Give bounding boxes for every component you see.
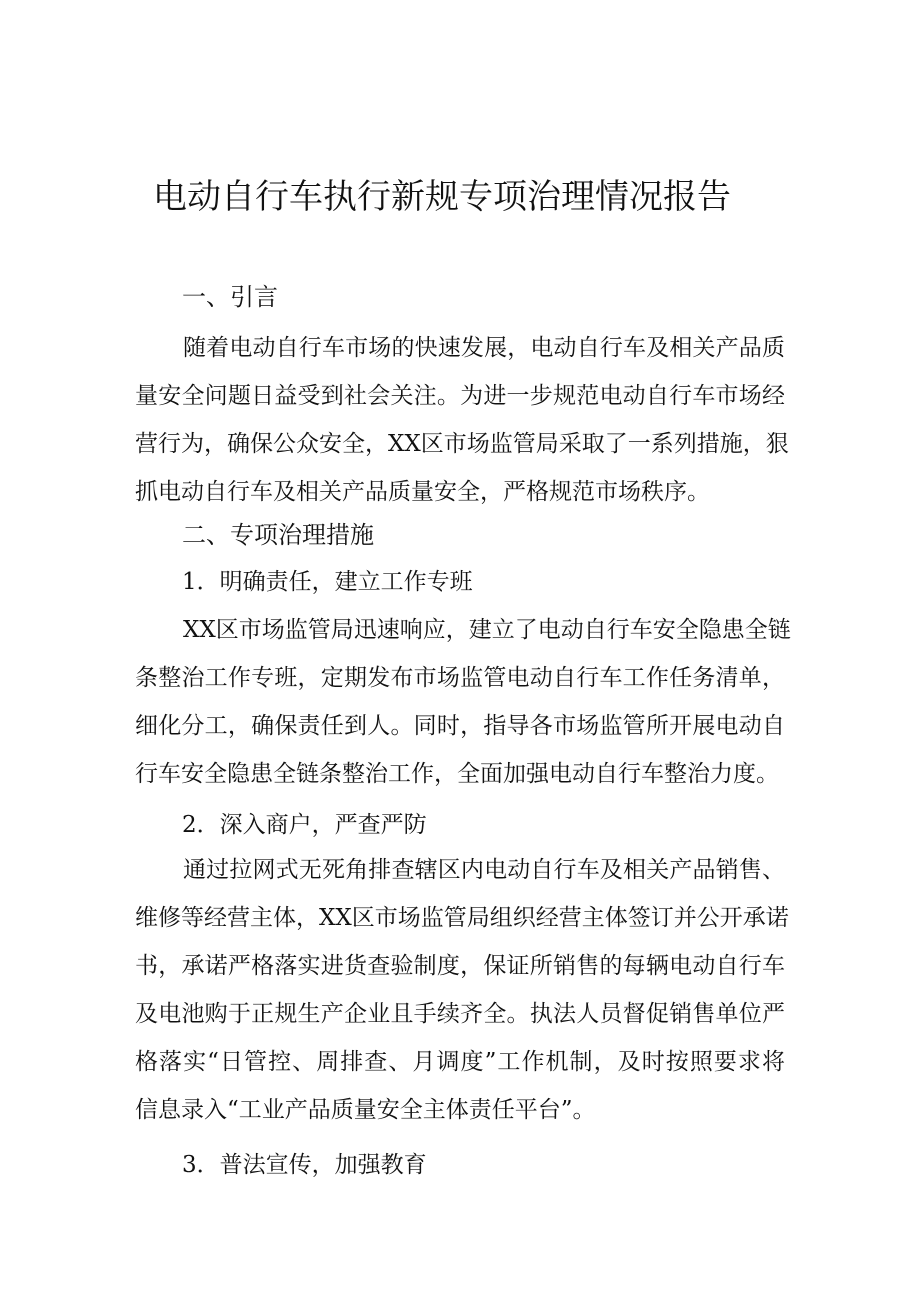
paragraph-line: 行车安全隐患全链条整治工作，全面加强电动自行车整治力度。 xyxy=(135,761,779,787)
paragraph-item-1 xyxy=(135,606,791,798)
paragraph-line: 细化分工，确保责任到人。同时，指导各市场监管所开展电动自 xyxy=(135,713,785,739)
paragraph-item-2 xyxy=(135,846,789,1134)
paragraph-line: 随着电动自行车市场的快速发展，电动自行车及相关产品质 xyxy=(183,335,785,361)
subheading-item-2: 2．深入商户，严查严防 xyxy=(182,812,427,838)
paragraph-line: 量安全问题日益受到社会关注。为进一步规范电动自行车市场经 xyxy=(135,383,785,409)
paragraph-line: 格落实“日管控、周排查、月调度”工作机制，及时按照要求将 xyxy=(135,1049,785,1075)
subheading-item-1: 1．明确责任，建立工作专班 xyxy=(182,569,473,595)
paragraph-line: 信息录入“工业产品质量安全主体责任平台”。 xyxy=(135,1097,596,1123)
document-title: 电动自行车执行新规专项治理情况报告 xyxy=(153,177,731,217)
paragraph-line: 抓电动自行车及相关产品质量安全，严格规范市场秩序。 xyxy=(135,479,710,505)
subheading-item-3: 3．普法宣传，加强教育 xyxy=(182,1152,427,1178)
paragraph-line: 及电池购于正规生产企业且手续齐全。执法人员督促销售单位严 xyxy=(135,1001,785,1027)
paragraph-line: 营行为，确保公众安全，XX区市场监管局采取了一系列措施，狠 xyxy=(135,431,789,457)
paragraph-line: 维修等经营主体，XX区市场监管局组织经营主体签订并公开承诺 xyxy=(135,905,789,931)
paragraph-line: 书，承诺严格落实进货查验制度，保证所销售的每辆电动自行车 xyxy=(135,953,785,979)
section-heading-measures: 二、专项治理措施 xyxy=(182,521,374,549)
paragraph-introduction xyxy=(135,324,789,516)
paragraph-line: XX区市场监管局迅速响应，建立了电动自行车安全隐患全链 xyxy=(183,617,791,643)
section-heading-introduction: 一、引言 xyxy=(182,283,278,311)
paragraph-line: 通过拉网式无死角排查辖区内电动自行车及相关产品销售、 xyxy=(183,857,785,883)
paragraph-line: 条整治工作专班，定期发布市场监管电动自行车工作任务清单， xyxy=(135,665,785,691)
